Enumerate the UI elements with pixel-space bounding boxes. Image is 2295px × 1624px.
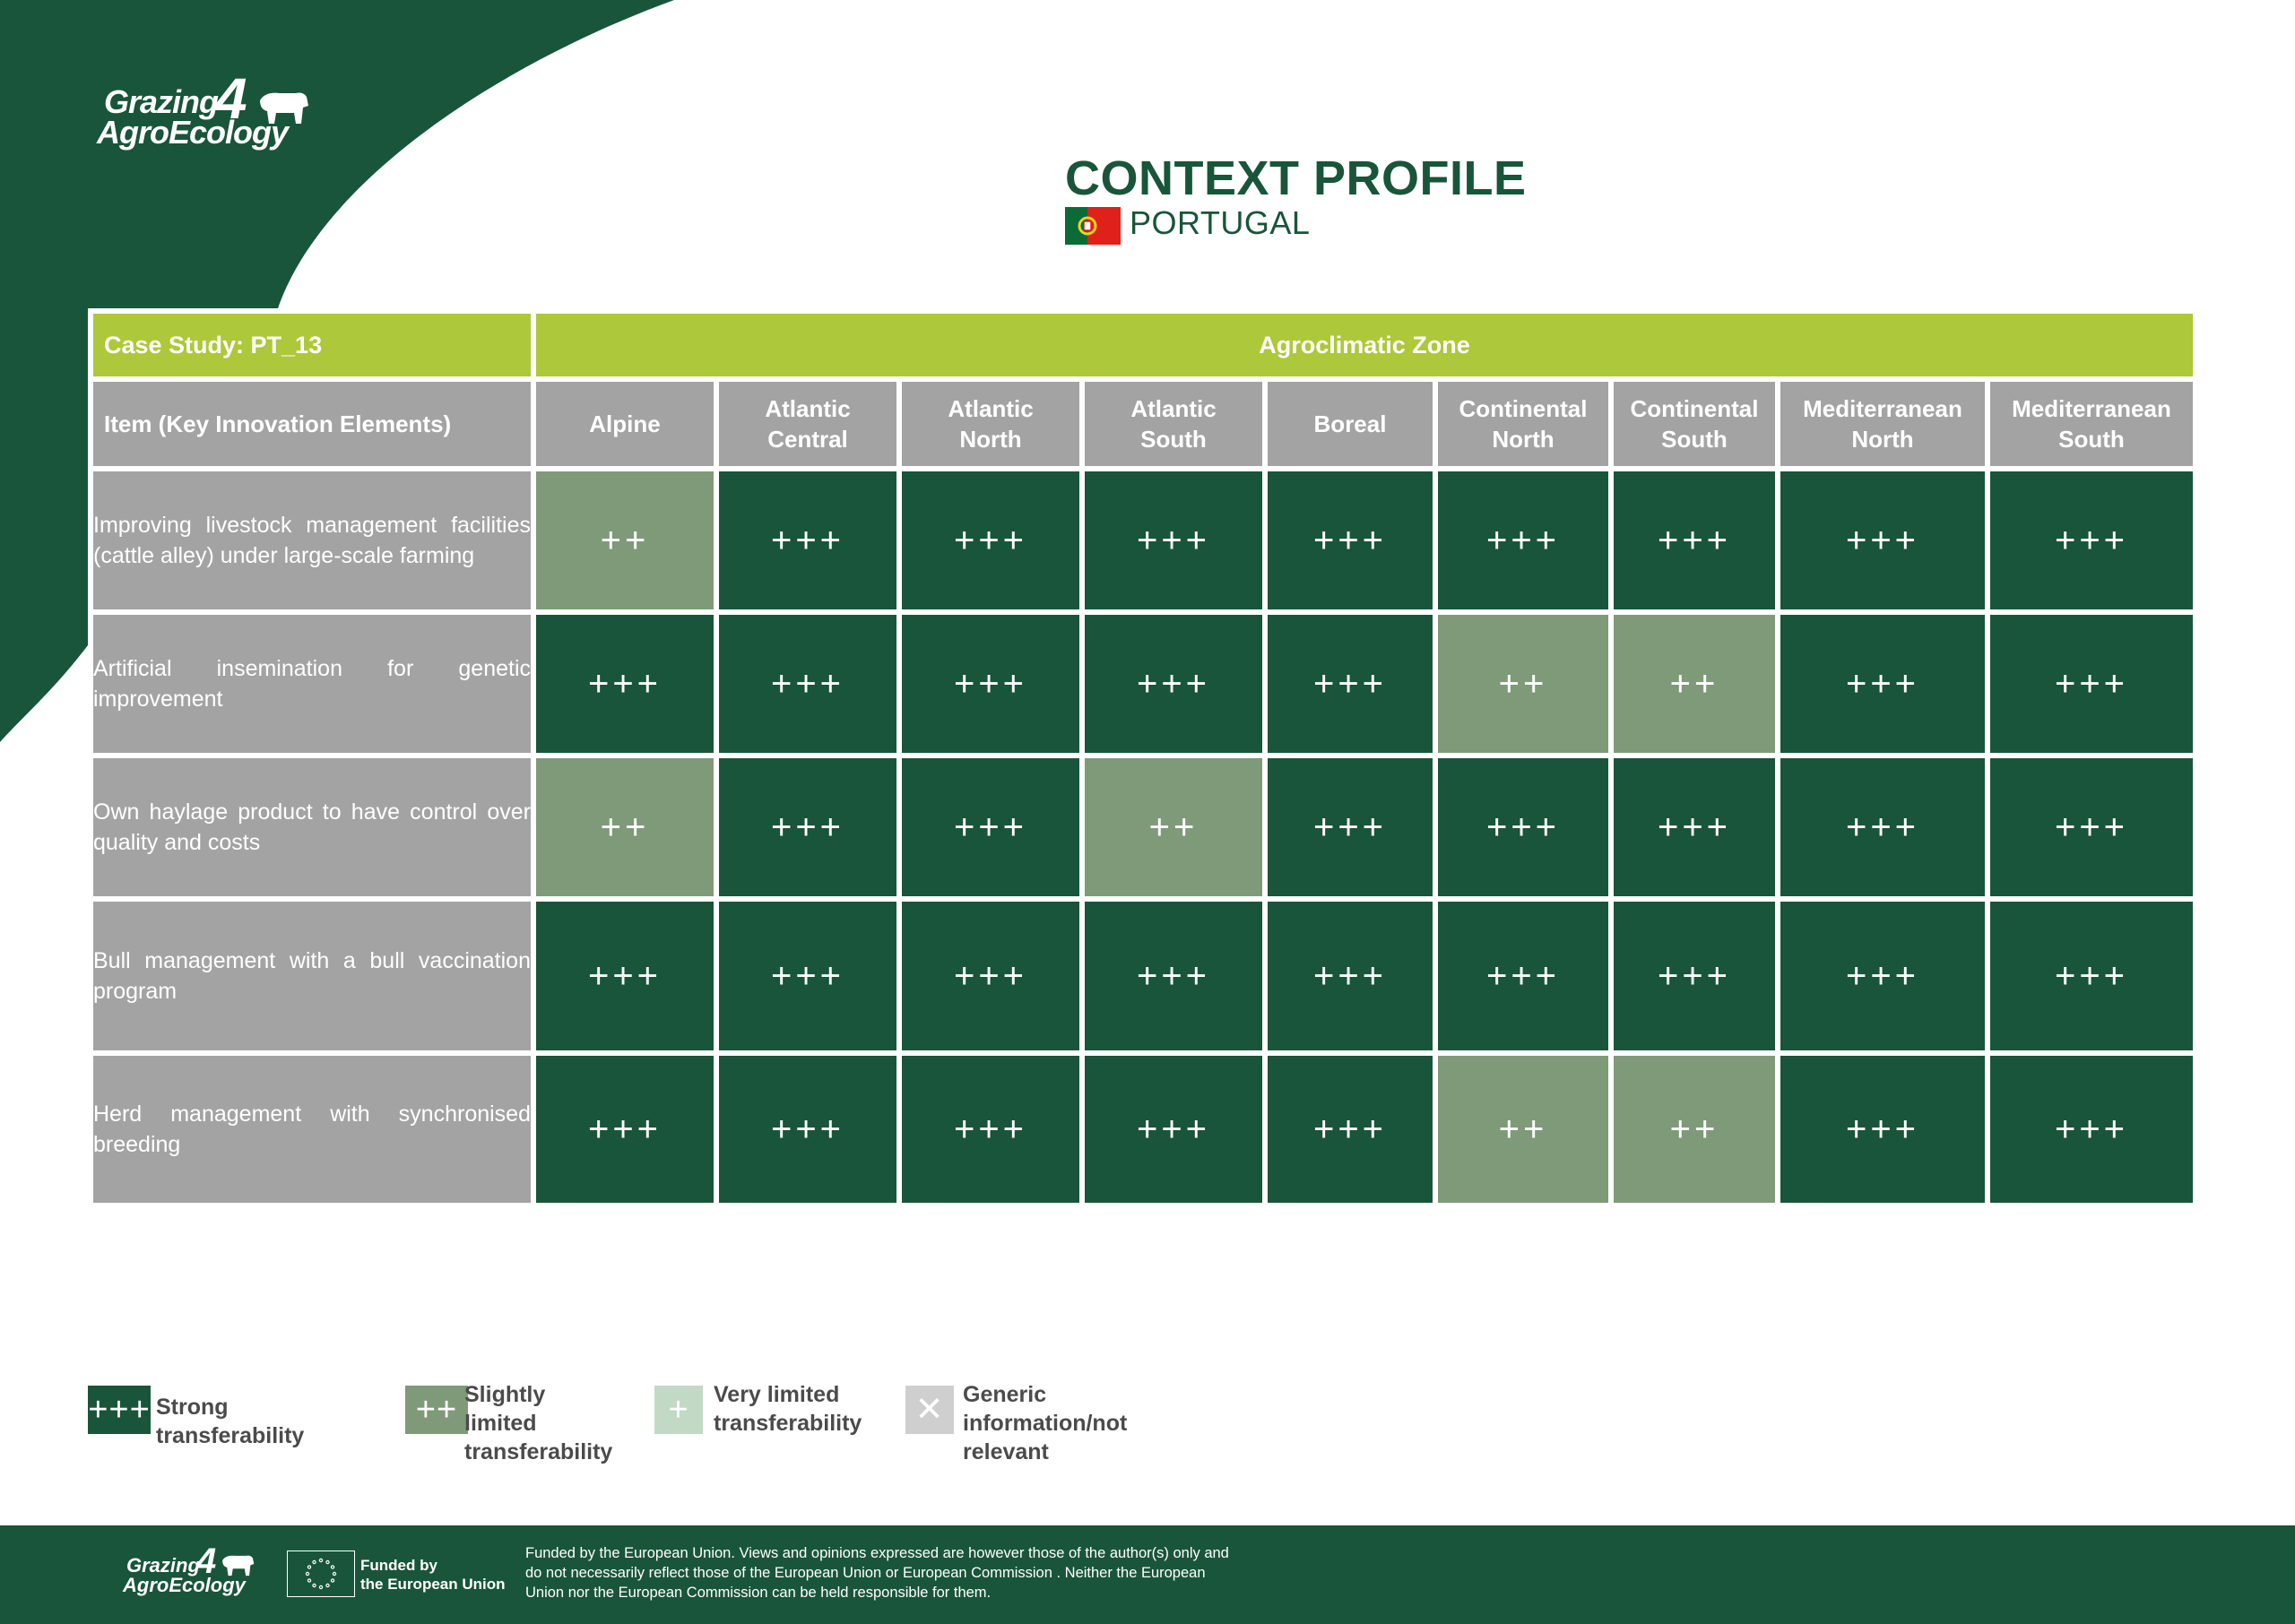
funded-line1: Funded by xyxy=(360,1557,437,1574)
table-row xyxy=(93,902,2193,1050)
zone-header-line: North xyxy=(959,426,1022,453)
transferability-cell: +++ xyxy=(902,902,1079,1050)
zone-header-line: South xyxy=(1661,426,1728,453)
transferability-table xyxy=(88,308,2198,1208)
item-column-header: Item (Key Innovation Elements) xyxy=(93,382,531,466)
transferability-cell: +++ xyxy=(1268,758,1433,896)
transferability-cell: +++ xyxy=(1780,1056,1985,1203)
legend-slight-swatch: ++ xyxy=(405,1386,468,1434)
transferability-cell: +++ xyxy=(1268,615,1433,753)
zone-header-line: Alpine xyxy=(589,410,661,437)
transferability-cell: ++ xyxy=(1438,615,1608,753)
portugal-flag-icon xyxy=(1065,207,1121,245)
logo-number: 4 xyxy=(215,66,247,131)
transferability-cell: +++ xyxy=(1268,1056,1433,1203)
logo-text-agroecology: AgroEcology xyxy=(97,114,289,151)
legend-very-limited-label-line1: Very limited xyxy=(714,1382,840,1407)
brand-logo xyxy=(90,66,323,168)
zone-header-7 xyxy=(1780,382,1985,466)
legend-slight-label-line1: Slightly limited xyxy=(464,1382,546,1436)
item-cell: Herd management with synchronised breeding xyxy=(93,1056,531,1203)
table-row xyxy=(93,471,2193,609)
transferability-cell: +++ xyxy=(719,902,896,1050)
legend-slight-label-line2: transferability xyxy=(464,1439,613,1464)
zone-header-1 xyxy=(719,382,896,466)
logo-text-grazing: Grazing xyxy=(104,83,219,120)
transferability-cell: +++ xyxy=(1268,902,1433,1050)
zone-header-line: Mediterranean xyxy=(2012,395,2171,422)
disclaimer-text: Funded by the European Union. Views and opinions expressed are however those of the author(s) only and do not necessarily reflect those of the European Union or European Commission . Neither the European Union nor the European Commission can be held responsible for them. xyxy=(525,1545,1229,1601)
zone-header-2 xyxy=(902,382,1079,466)
transferability-cell: +++ xyxy=(719,1056,896,1203)
zone-header-line: South xyxy=(2058,426,2125,453)
country-name: PORTUGAL xyxy=(1130,204,1311,241)
transferability-cell: +++ xyxy=(1780,615,1985,753)
item-cell: Improving livestock management facilities (cattle alley) under large-scale farming xyxy=(93,471,531,609)
transferability-cell: +++ xyxy=(1614,902,1775,1050)
transferability-cell: +++ xyxy=(1780,902,1985,1050)
zone-header-line: North xyxy=(1492,426,1555,453)
footer-logo xyxy=(121,1542,264,1604)
transferability-cell: +++ xyxy=(536,615,714,753)
case-study-header: Case Study: PT_13 xyxy=(93,314,531,376)
zone-header-line: Mediterranean xyxy=(1803,395,1962,422)
zone-header-line: Continental xyxy=(1630,395,1759,422)
transferability-cell: +++ xyxy=(1085,1056,1262,1203)
legend-not-relevant-swatch: ✕ xyxy=(905,1386,954,1434)
legend-slight-label xyxy=(464,1380,612,1466)
legend-not-relevant-label xyxy=(963,1380,1127,1466)
legend-not-relevant-label-line1: Generic information/not xyxy=(963,1382,1128,1436)
transferability-cell: ++ xyxy=(1085,758,1262,896)
zone-header-3 xyxy=(1085,382,1262,466)
transferability-cell: +++ xyxy=(1085,902,1262,1050)
transferability-cell: +++ xyxy=(902,471,1079,609)
zone-header-8 xyxy=(1990,382,2193,466)
funded-by-eu-label xyxy=(360,1556,506,1594)
zone-header-0 xyxy=(536,382,714,466)
agroclimatic-zone-header: Agroclimatic Zone xyxy=(536,314,2193,376)
table-row xyxy=(93,1056,2193,1203)
transferability-cell: +++ xyxy=(1990,471,2193,609)
eu-flag-icon xyxy=(287,1551,355,1597)
zone-header-line: Continental xyxy=(1459,395,1588,422)
transferability-cell: +++ xyxy=(1085,471,1262,609)
funded-line2: the European Union xyxy=(360,1576,506,1593)
footer xyxy=(0,1525,2295,1624)
legend-very-limited-label-line2: transferability xyxy=(714,1411,862,1436)
transferability-cell: +++ xyxy=(719,471,896,609)
transferability-cell: +++ xyxy=(1614,471,1775,609)
transferability-cell: +++ xyxy=(1990,758,2193,896)
transferability-cell: +++ xyxy=(1438,902,1608,1050)
transferability-cell: +++ xyxy=(902,1056,1079,1203)
item-cell: Artificial insemination for genetic improvement xyxy=(93,615,531,753)
transferability-cell: +++ xyxy=(1614,758,1775,896)
table-row xyxy=(93,615,2193,753)
transferability-cell: +++ xyxy=(536,902,714,1050)
footer-logo-grazing: Grazing xyxy=(126,1554,200,1576)
legend-strong-label-line1: Strong transferability xyxy=(156,1395,305,1448)
footer-logo-number: 4 xyxy=(196,1542,217,1581)
transferability-cell: +++ xyxy=(719,615,896,753)
item-cell: Own haylage product to have control over quality and costs xyxy=(93,758,531,896)
transferability-cell: ++ xyxy=(1614,615,1775,753)
transferability-cell: ++ xyxy=(1438,1056,1608,1203)
zone-header-line: North xyxy=(1851,426,1914,453)
zone-header-line: Atlantic xyxy=(948,395,1034,422)
zone-header-line: Atlantic xyxy=(1130,395,1217,422)
item-cell: Bull management with a bull vaccination program xyxy=(93,902,531,1050)
transferability-cell: +++ xyxy=(1780,471,1985,609)
zone-header-line: Atlantic xyxy=(765,395,851,422)
zone-header-6 xyxy=(1614,382,1775,466)
legend-strong-label xyxy=(156,1393,304,1450)
legend-very-limited-swatch: + xyxy=(654,1386,703,1434)
transferability-cell: ++ xyxy=(1614,1056,1775,1203)
page-title: CONTEXT PROFILE xyxy=(1065,151,1527,205)
transferability-cell: +++ xyxy=(902,758,1079,896)
transferability-cell: +++ xyxy=(719,758,896,896)
zone-header-line: Boreal xyxy=(1313,410,1387,437)
table-row xyxy=(93,758,2193,896)
footer-logo-agroecology: AgroEcology xyxy=(123,1574,246,1596)
zone-header-line: Central xyxy=(767,426,848,453)
transferability-cell: +++ xyxy=(1438,758,1608,896)
transferability-cell: +++ xyxy=(536,1056,714,1203)
transferability-cell: +++ xyxy=(1990,1056,2193,1203)
transferability-cell: +++ xyxy=(1085,615,1262,753)
zone-header-4 xyxy=(1268,382,1433,466)
legend-strong-swatch: +++ xyxy=(88,1386,151,1434)
zone-header-5 xyxy=(1438,382,1608,466)
transferability-cell: +++ xyxy=(1990,615,2193,753)
transferability-cell: +++ xyxy=(1268,471,1433,609)
legend-not-relevant-label-line2: relevant xyxy=(963,1439,1049,1464)
transferability-cell: +++ xyxy=(1780,758,1985,896)
transferability-cell: ++ xyxy=(536,758,714,896)
transferability-cell: +++ xyxy=(1438,471,1608,609)
legend-very-limited-label xyxy=(714,1380,862,1438)
zone-header-line: South xyxy=(1140,426,1207,453)
transferability-cell: +++ xyxy=(902,615,1079,753)
transferability-cell: ++ xyxy=(536,471,714,609)
transferability-cell: +++ xyxy=(1990,902,2193,1050)
